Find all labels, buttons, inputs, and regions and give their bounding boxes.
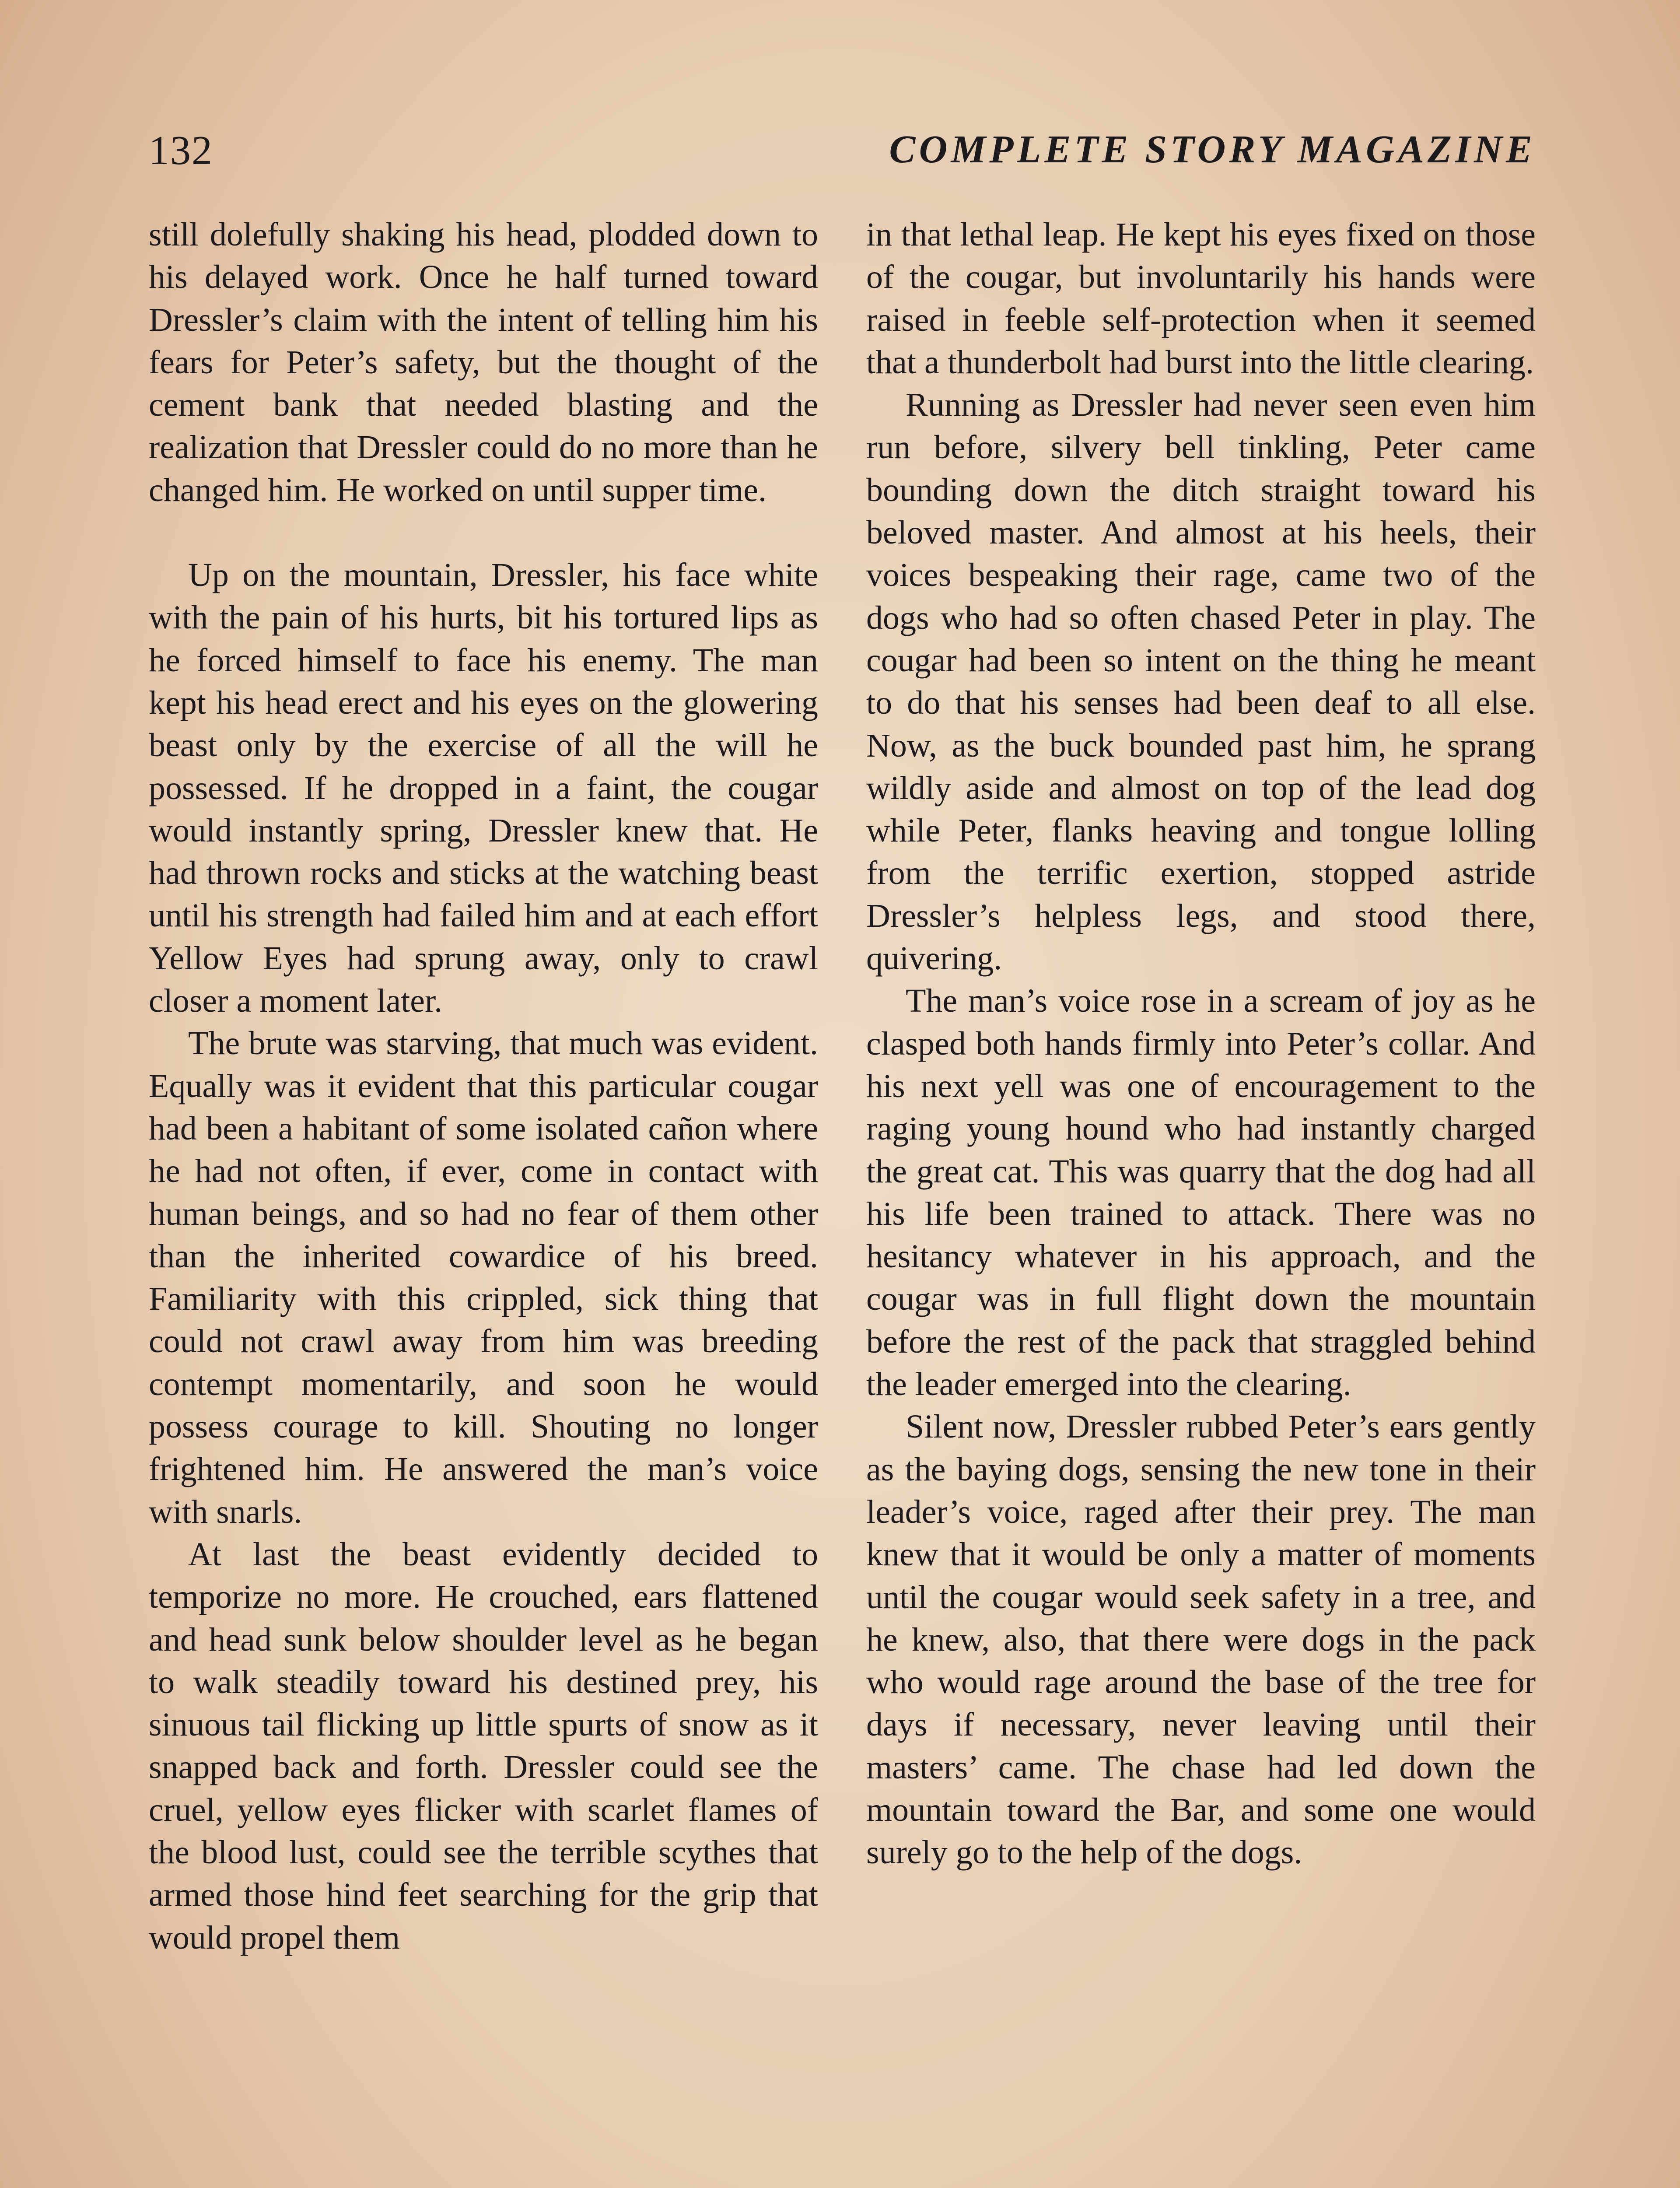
paragraph: The brute was starving, that much was evident. Equally was it evident that this particular cougar had been a habitant of some isolated cañon where he had not often, if ever, come in contact with human beings, and so had no fear of them other than the inherited cowardice of his breed. Familiarity with this crippled, sick thing that could not crawl away from him was breeding contempt momentarily, and soon he would possess courage to kill. Shouting no longer frightened him. He answered the man’s voice with snarls. (149, 1025, 818, 1530)
page-number: 132 (149, 128, 213, 173)
paragraph: The man’s voice rose in a scream of joy as he clasped both hands firmly into Peter’s collar. And his next yell was one of encouragement to the raging young hound who had instantly charged the great cat. This was quarry that the dog had all his life been trained to attack. There was no hesitancy whatever in his approach, and the cougar was in full flight down the mountain before the rest of the pack that straggled behind the leader emerged into the clearing. (866, 982, 1536, 1403)
paragraph: At last the beast evidently decided to temporize no more. He crouched, ears flattened and head sunk below shoulder level as he began to walk steadily toward his destined prey, his sinuous tail flicking up little spurts of snow as it snapped back and forth. Dressler could see the cruel, yellow eyes flicker with scarlet flames of the blood lust, could see the terrible scythes that armed those hind feet searching for the grip that would propel them (149, 1536, 818, 1956)
text-column-right (866, 214, 1536, 1874)
page-header (149, 127, 1536, 184)
running-title: COMPLETE STORY MAGAZINE (889, 128, 1536, 171)
paragraph: still dolefully shaking his head, plodded down to his delayed work. Once he half turned toward Dressler’s claim with the intent of telling him his fears for Peter’s safety, but the thought of the cement bank that needed blasting and the realization that Dressler could do no more than he changed him. He worked on until supper time. (149, 216, 818, 508)
paragraph: Up on the mountain, Dressler, his face white with the pain of his hurts, bit his tortured lips as he forced himself to face his enemy. The man kept his head erect and his eyes on the glowering beast only by the exercise of all the will he possessed. If he dropped in a faint, the cougar would instantly spring, Dressler knew that. He had thrown rocks and sticks at the watching beast until his strength had failed him and at each effort Yellow Eyes had sprung away, only to crawl closer a moment later. (149, 557, 818, 1020)
paragraph: Running as Dressler had never seen even him run before, silvery bell tinkling, Peter came bounding down the ditch straight toward his beloved master. And almost at his heels, their voices bespeaking their rage, came two of the dogs who had so often chased Peter in play. The cougar had been so intent on the thing he meant to do that his senses had been deaf to all else. Now, as the buck bounded past him, he sprang wildly aside and almost on top of the lead dog while Peter, flanks heaving and tongue lolling from the terrific exertion, stopped astride Dressler’s helpless legs, and stood there, quivering. (866, 386, 1536, 977)
paragraph: in that lethal leap. He kept his eyes fixed on those of the cougar, but involuntarily his hands were raised in feeble self-protection when it seemed that a thunderbolt had burst into the little clearing. (866, 216, 1536, 381)
text-column-left (149, 214, 818, 1959)
paragraph: Silent now, Dressler rubbed Peter’s ears gently as the baying dogs, sensing the new tone in their leader’s voice, raged after their prey. The man knew that it would be only a matter of moments until the cougar would seek safety in a tree, and he knew, also, that there were dogs in the pack who would rage around the base of the tree for days if necessary, never leaving until their masters’ came. The chase had led down the mountain toward the Bar, and some one would surely go to the help of the dogs. (866, 1408, 1536, 1871)
